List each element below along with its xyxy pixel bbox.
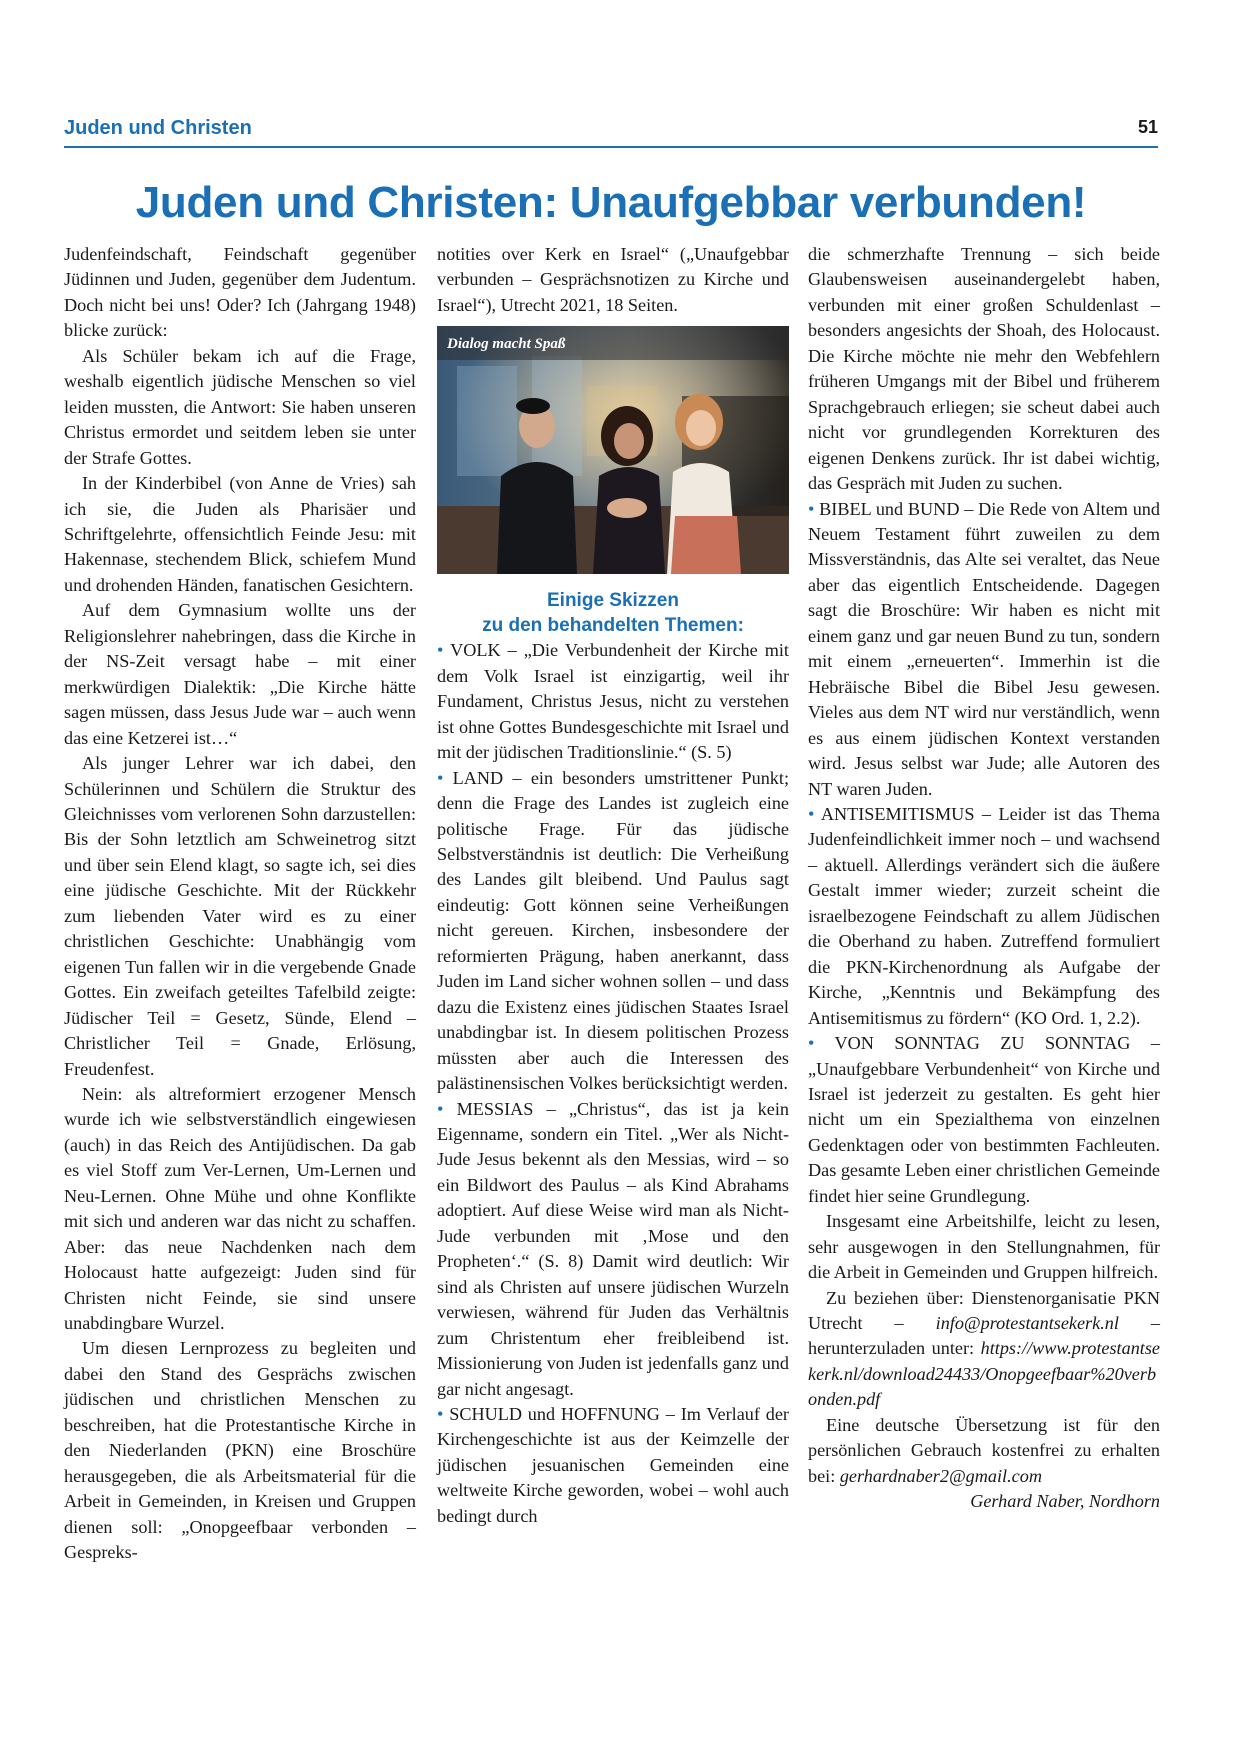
article-headline: Juden und Christen: Unaufgebbar verbunden! [135, 178, 1087, 227]
paragraph: Um diesen Lernprozess zu begleiten und dabei den Stand des Gesprächs zwischen jüdischen und christlichen Menschen zu beschreiben, hat die Protestantische Kirche in den Niederlanden (PKN) eine Broschüre herausgegeben, die als Arbeitsmaterial für die Arbeit in Gemeinden, in Kreisen und Gruppen dienen soll: „Onopgeefbaar verbonden – Gespreks- [64, 1338, 416, 1563]
bullet-item [437, 1097, 789, 1402]
photo-caption: Dialog macht Spaß [447, 336, 566, 353]
bullet-text: MESSIAS – „Christus“, das ist ja kein Eigenname, sondern ein Titel. „Wer als Nicht-Jude Jesus bekennt als den Messias, wird – so ein Bildwort des Paulus – als Kind Abrahams adoptiert. Auf diese Weise wird man als Nicht-Jude verbunden mit ‚Mose und den Propheten‘.“ (S. 8) Damit wird deutlich: Wir sind als Christen auf unsere jüdischen Wurzeln verwiesen, während für Juden das Verhältnis zum Christentum eher freibleibend ist. Missionierung von Juden ist jedenfalls ganz und gar nicht angesagt. [437, 1098, 789, 1399]
running-header [64, 114, 1158, 148]
paragraph: In der Kinderbibel (von Anne de Vries) sah ich sie, die Juden als Pharisäer und Schriftgelehrte, offensichtlich Feinde Jesu: mit Hakennase, stechendem Blick, schiefem Mund und drohenden Händen, fanatischen Gesichtern. [64, 473, 416, 595]
article-photo [437, 326, 789, 574]
bullet-item [437, 766, 789, 1097]
author-signature: Gerhard Naber, Nordhorn [970, 1491, 1160, 1512]
bullet-icon: • [437, 767, 453, 788]
text-column-3 [808, 242, 1160, 1515]
download-link[interactable]: https://www.protestantsekerk.nl/download24433/Onopgeefbaar%20verbonden.pdf [808, 1338, 1160, 1410]
paragraph: notities over Kerk en Israel“ („Unaufgebbar verbunden – Gesprächsnotizen zu Kirche und Israel“), Utrecht 2021, 18 Seiten. [437, 244, 789, 315]
text-column-1 [64, 242, 416, 1566]
subheading [437, 588, 789, 638]
subheading-line-1: Einige Skizzen [547, 590, 679, 612]
bullet-item [808, 497, 1160, 802]
bullet-icon: • [437, 640, 451, 661]
paragraph: Als Schüler bekam ich auf die Frage, weshalb eigentlich jüdische Menschen so viel leiden mussten, die Antwort: Sie haben unseren Christus ermordet und seitdem leben sie unter der Strafe Gottes. [64, 345, 416, 468]
paragraph: Als junger Lehrer war ich dabei, den Schülerinnen und Schülern die Struktur des Gleichnisses vom verlorenen Sohn darzustellen: Bis der Sohn letztlich am Schweinetrog sitzt und über sein Elend klagt, so sagte ich, sei dies eine jüdische Geschichte. Mit der Rückkehr zum liebenden Vater wird es zu einer christlichen Geschichte: Unabhängig vom eigenen Tun fallen wir in die vergebende Gnade Gottes. Ein zweifach geteiltes Tafelbild zeigte: Jüdischer Teil = Gesetz, Sünde, Elend – Christlicher Teil = Gnade, Erlösung, Freudenfest. [64, 753, 416, 1079]
bullet-text: VOLK – „Die Verbundenheit der Kirche mit dem Volk Israel ist einzigartig, weil ihr Fundament, Christus Jesus, nicht zu verstehen ist ohne Gottes Bundesgeschichte mit Israel und mit der jüdischen Traditionslinie.“ (S. 5) [437, 640, 789, 763]
text-fragment: Zu beziehen über: Dienstenorganisatie PKN Utrecht – [808, 1287, 1160, 1334]
bullet-text: LAND – ein besonders umstrittener Punkt; denn die Frage des Landes ist zugleich eine politische Frage. Für das jüdische Selbstverständnis ist deutlich: Die Verheißung des Landes gilt bleibend. Und Paulus sagt eindeutig: Gott können seine Verheißungen nicht gereuen. Kirchen, insbesondere der reformierten Prägung, haben anerkannt, dass Juden im Land sicher wohnen sollen – und dass dazu die Existenz eines jüdischen Staates Israel unabdingbar ist. In diesem politischen Prozess müssten aber auch die Interessen des palästinensischen Volkes berücksichtigt werden. [437, 767, 789, 1094]
bullet-item [808, 802, 1160, 1031]
photo-illustration [437, 326, 789, 574]
photo-caption-bar [437, 326, 789, 360]
text-fragment: Eine deutsche Übersetzung ist für den persönlichen Gebrauch kostenfrei zu erhalten bei: [808, 1414, 1160, 1486]
bullet-item [808, 1031, 1160, 1209]
bullet-icon: • [808, 1033, 835, 1054]
bullet-icon: • [437, 1098, 457, 1119]
paragraph: Nein: als altreformiert erzogener Mensch wurde ich wie selbstverständlich eingewiesen (auch) in das Reich des Antijüdischen. Da gab es viel Stoff zum Ver-Lernen, Um-Lernen und Neu-Lernen. Ohne Mühe und ohne Konflikte mit sich und anderen war das nicht zu schaffen. Aber: das neue Nachdenken nach dem Holocaust hatte aufgezeigt: Juden sind für Christen nicht Feinde, sie sind unsere unabdingbare Wurzel. [64, 1083, 416, 1334]
section-label: Juden und Christen [64, 117, 252, 139]
bullet-text: ANTISEMITISMUS – Leider ist das Thema Judenfeindlichkeit immer noch – und wachsend – aktuell. Allerdings verändert sich die äußere Gestalt immer wieder; zurzeit scheint die israelbezogene Feindschaft zu allem Jüdischen die Oberhand zu haben. Zutreffend formuliert die PKN-Kirchenordnung als Aufgabe der Kirche, „Kenntnis und Bekämpfung des Antisemitismus zu fördern“ (KO Ord. 1, 2.2). [808, 803, 1160, 1028]
bullet-icon: • [808, 498, 820, 519]
bullet-item [437, 1402, 789, 1529]
page-number: 51 [1137, 117, 1158, 137]
paragraph [808, 1286, 1160, 1413]
bullet-icon: • [808, 803, 821, 824]
bullet-icon: • [437, 1403, 450, 1424]
paragraph: Auf dem Gymnasium wollte uns der Religionslehrer nahebringen, dass die Kirche in der NS-Zeit versagt habe – mit einer merkwürdigen Dialektik: „Die Kirche hätte sagen müssen, dass Jesus Jude war – auch wenn das eine Ketzerei ist…“ [64, 600, 416, 748]
paragraph: Judenfeindschaft, Feindschaft gegenüber Jüdinnen und Juden, gegenüber dem Judentum. Doch nicht bei uns! Oder? Ich (Jahrgang 1948) blicke zurück: [64, 244, 416, 341]
bullet-text: SCHULD und HOFFNUNG – Im Verlauf der Kirchengeschichte ist aus der Keimzelle der jüdischen jesuanischen Gemeinden eine weltweite Kirche geworden, wobei – wohl auch bedingt durch [437, 1403, 789, 1526]
email-link[interactable]: gerhardnaber2@gmail.com [839, 1465, 1042, 1486]
bullet-text: BIBEL und BUND – Die Rede von Altem und Neuem Testament führt zuweilen zu dem Missverständnis, das Alte sei veraltet, das Neue aber das eigentlich Entscheidende. Dagegen sagt die Broschüre: Wir haben es nicht mit einem ganz und gar neuen Bund zu tun, sondern mit einem „erneuerten“. Immerhin ist die Hebräische Bibel die Bibel Jesu gewesen. Vieles aus dem NT wird nur verständlich, wenn es aus einem jüdischen Kontext verstanden wird. Jesus selbst war Jude; alle Autoren des NT waren Juden. [808, 498, 1160, 799]
text-fragment: – herunterzuladen unter: [808, 1313, 1160, 1359]
bullet-item [437, 638, 789, 765]
email-link[interactable]: info@protestantsekerk.nl [935, 1313, 1119, 1334]
text-column-2 [437, 242, 789, 1529]
subheading-line-2: zu den behandelten Themen: [482, 615, 744, 637]
paragraph: die schmerzhafte Trennung – sich beide Glaubensweisen auseinandergelebt haben, verbunden mit einer großen Schuldenlast – besonders angesichts der Shoah, des Holocaust. Die Kirche möchte nie mehr den Webfehlern früheren Umgangs mit der Bibel und früherem Sprachgebrauch erliegen; sie scheut dabei auch nicht vor grundlegenden Korrekturen des eigenen Denkens zurück. Ihr ist dabei wichtig, das Gespräch mit Juden zu suchen. [808, 244, 1160, 494]
paragraph: Insgesamt eine Arbeitshilfe, leicht zu lesen, sehr ausgewogen in den Stellungnahmen, für die Arbeit in Gemeinden und Gruppen hilfreich. [808, 1211, 1160, 1283]
paragraph [808, 1413, 1160, 1489]
bullet-text: VON SONNTAG ZU SONNTAG – „Unaufgebbare Verbundenheit“ von Kirche und Israel ist jederzeit zu gestalten. Es geht hier nicht um ein Spezialthema von einzelnen Gedenktagen oder von bestimmten Fachleuten. Das gesamte Leben einer christlichen Gemeinde findet hier seine Grundlegung. [808, 1033, 1160, 1206]
